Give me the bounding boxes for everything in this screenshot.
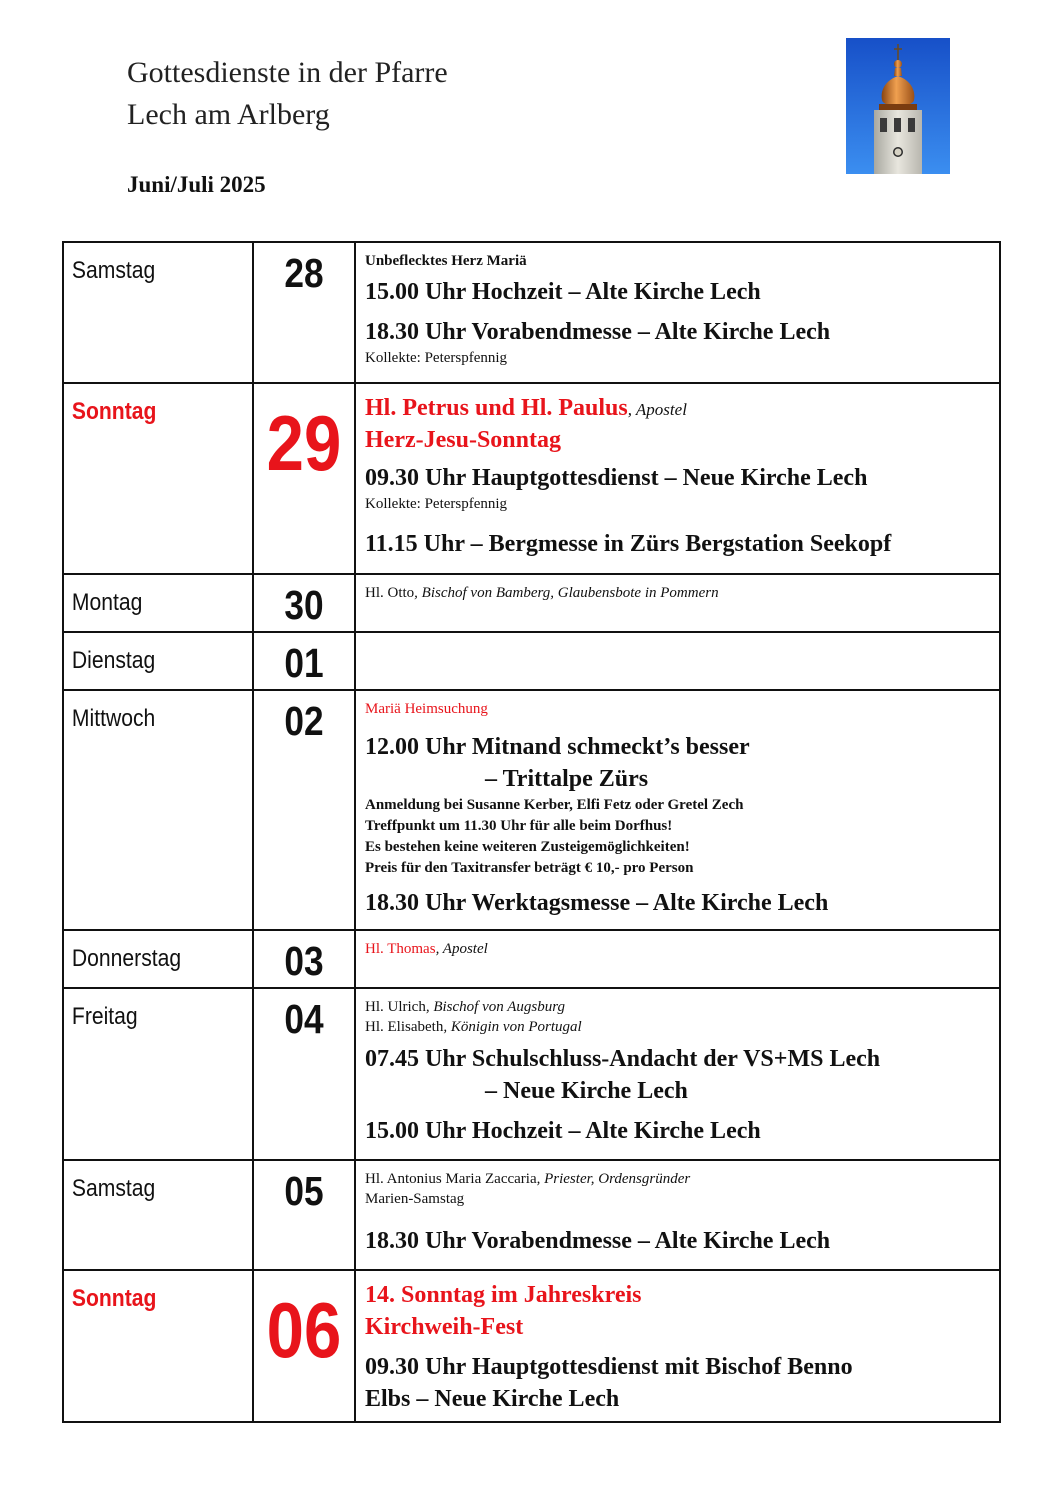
event-line: 07.45 Uhr Schulschluss-Andacht der VS+MS Lech [365, 1046, 881, 1072]
weekday: Mittwoch [71, 705, 156, 732]
date-number: 28 [284, 250, 324, 296]
date-number: 02 [284, 698, 324, 744]
collection-note: Kollekte: Peterspfennig [365, 496, 508, 512]
weekday: Dienstag [71, 647, 156, 674]
church-tower-photo [846, 38, 950, 174]
saint-line: Hl. Otto, Bischof von Bamberg, Glaubensbote in Pommern [365, 585, 719, 601]
event-cell [356, 384, 999, 566]
table-row [63, 574, 1000, 632]
info-line: Es bestehen keine weiteren Zusteigemöglichkeiten! [365, 839, 690, 855]
saint-line: Hl. Antonius Maria Zaccaria, Priester, Ordensgründer [365, 1171, 691, 1187]
table-row [63, 242, 1000, 383]
saint-line: Marien-Samstag [365, 1191, 465, 1207]
event-line: 15.00 Uhr Hochzeit – Alte Kirche Lech [365, 279, 761, 305]
table-row [63, 632, 1000, 690]
feast-name: Hl. Thomas, Apostel [365, 941, 488, 957]
table-row [63, 690, 1000, 930]
event-line: 09.30 Uhr Hauptgottesdienst mit Bischof Benno [365, 1354, 853, 1380]
event-cell [356, 691, 999, 925]
date-number: 04 [284, 996, 324, 1042]
date-number: 03 [284, 938, 324, 984]
church-tower-image [846, 38, 950, 174]
feast-name-2: Kirchweih-Fest [365, 1314, 524, 1340]
event-cell [356, 243, 999, 374]
weekday: Sonntag [71, 1285, 157, 1312]
event-line: 12.00 Uhr Mitnand schmeckt’s besser [365, 734, 750, 760]
event-cell [356, 989, 999, 1153]
event-cell [356, 931, 999, 965]
title-line-2: Lech am Arlberg [127, 98, 330, 131]
info-line: Preis für den Taxitransfer beträgt € 10,- pro Person [365, 860, 694, 876]
schedule-table [62, 241, 1001, 1423]
feast-name: Hl. Petrus und Hl. Paulus, Apostel [365, 395, 687, 421]
saint-line: Hl. Ulrich, Bischof von Augsburg [365, 999, 565, 1015]
event-line: 09.30 Uhr Hauptgottesdienst – Neue Kirche Lech [365, 465, 868, 491]
table-row [63, 383, 1000, 574]
feast-suffix: , Apostel [627, 400, 687, 419]
title-line-1: Gottesdienste in der Pfarre [127, 56, 448, 89]
info-line: Anmeldung bei Susanne Kerber, Elfi Fetz oder Gretel Zech [365, 797, 744, 813]
weekday: Montag [71, 589, 143, 616]
event-line: 15.00 Uhr Hochzeit – Alte Kirche Lech [365, 1118, 761, 1144]
feast-name: Mariä Heimsuchung [365, 701, 488, 717]
weekday: Samstag [71, 257, 156, 284]
weekday: Sonntag [71, 398, 157, 425]
event-line: 18.30 Uhr Vorabendmesse – Alte Kirche Lech [365, 319, 831, 345]
collection-note: Kollekte: Peterspfennig [365, 350, 508, 366]
period-label: Juni/Juli 2025 [127, 172, 266, 197]
event-line: 18.30 Uhr Vorabendmesse – Alte Kirche Lech [365, 1228, 831, 1254]
event-cell [356, 1271, 999, 1421]
event-line: Elbs – Neue Kirche Lech [365, 1386, 620, 1412]
date-number: 06 [266, 1286, 342, 1374]
table-row [63, 988, 1000, 1160]
event-cell [356, 1161, 999, 1263]
feast-suffix: , Apostel [435, 941, 488, 957]
event-line-cont: – Trittalpe Zürs [485, 766, 649, 792]
event-line: 18.30 Uhr Werktagsmesse – Alte Kirche Lech [365, 890, 829, 916]
weekday: Freitag [71, 1003, 138, 1030]
event-line-cont: – Neue Kirche Lech [485, 1078, 688, 1104]
table-row [63, 930, 1000, 988]
event-cell [356, 575, 999, 609]
feast-name: 14. Sonntag im Jahreskreis [365, 1282, 642, 1308]
page-title [127, 52, 448, 136]
feast-name: Unbeflecktes Herz Mariä [365, 253, 527, 269]
table-row [63, 1270, 1000, 1422]
table-row [63, 1160, 1000, 1270]
date-number: 01 [284, 640, 324, 686]
date-number: 29 [266, 399, 342, 487]
weekday: Samstag [71, 1175, 156, 1202]
feast-name-2: Herz-Jesu-Sonntag [365, 427, 561, 453]
info-line: Treffpunkt um 11.30 Uhr für alle beim Dorfhus! [365, 818, 673, 834]
saint-line: Hl. Elisabeth, Königin von Portugal [365, 1019, 582, 1035]
date-number: 05 [284, 1168, 324, 1214]
date-number: 30 [284, 582, 324, 628]
weekday: Donnerstag [71, 945, 182, 972]
event-line: 11.15 Uhr – Bergmesse in Zürs Bergstation Seekopf [365, 531, 892, 557]
